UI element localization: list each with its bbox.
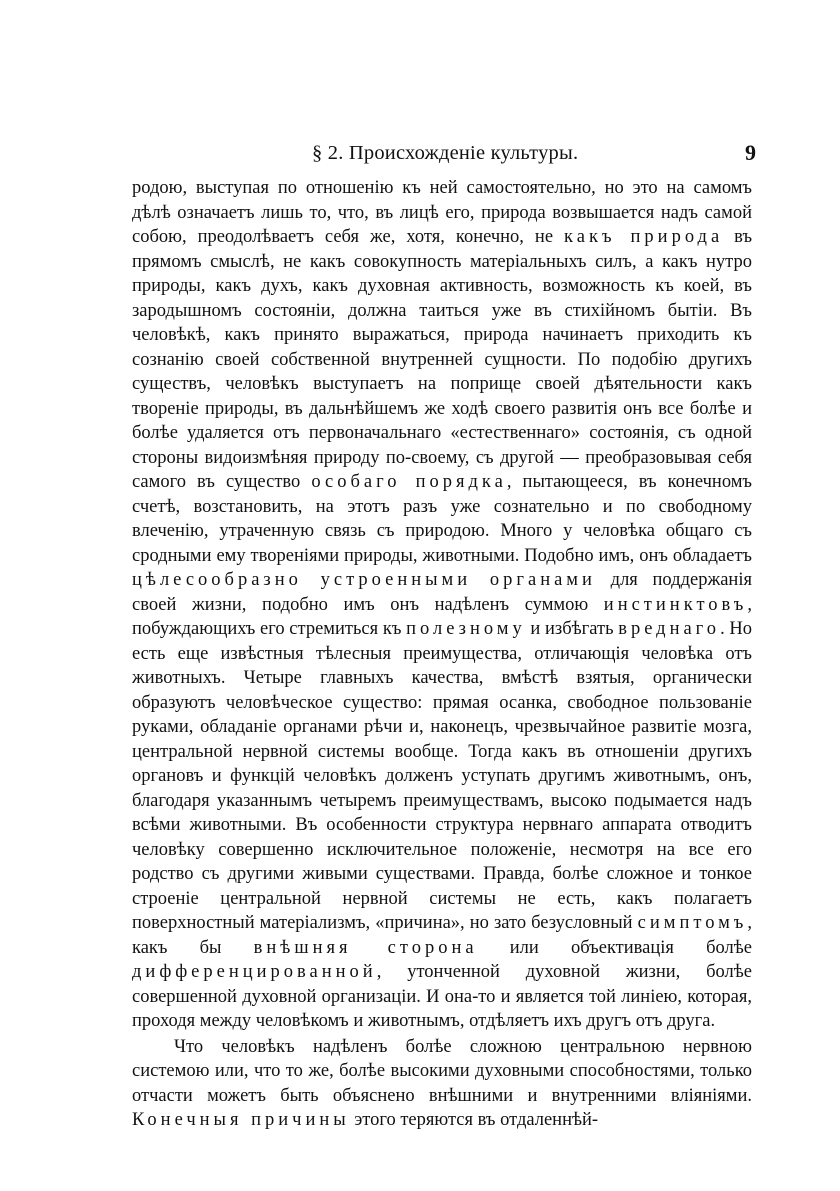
text-run: для поддержанія своей жизни, подобно имъ онъ надѣленъ суммою xyxy=(132,570,752,615)
text-run: Что человѣкъ надѣленъ болѣе сложною центральною нервною системою или, что то же, болѣе высокими духовными способностями, только отчасти можетъ быть объяснено внѣшними и внутренними вліяніями. xyxy=(132,1036,752,1106)
page-number: 9 xyxy=(745,140,756,165)
text-run: . Но есть еще извѣстныя тѣлесныя преимущества, отличающія человѣка отъ животныхъ. Четыре главныхъ качества, вмѣстѣ взятыя, органически образуютъ человѣческое существо: прямая осанка, свободное пользованіе руками, обладаніе органами рѣчи и, наконецъ, чрезвычайное развитіе мозга, центральной нервной системы вообще. Тогда какъ въ отношеніи другихъ органовъ и функцій человѣкъ долженъ уступать другимъ животнымъ, онъ, благодаря указаннымъ четыремъ преимуществамъ, высоко подымается надъ всѣми животными. Въ особенности структура нервнаго аппарата отводитъ человѣку совершенно исключительное положеніе, несмотря на все его родство съ другими живыми существами. Правда, болѣе сложное и тонкое строеніе центральной нервной системы не есть, какъ полагаетъ поверхностный матеріализмъ, «причина», но зато безусловный xyxy=(132,619,752,933)
text-run: родою, выступая по отношенію къ ней самостоятельно, но это на самомъ дѣлѣ означаетъ лишь то, что, въ лицѣ его, природа возвышается надъ самой собою, преодолѣваетъ себя же, хотя, конечно, не xyxy=(132,178,752,247)
spaced-emphasis: полезному xyxy=(406,619,526,639)
text-run: въ прямомъ смыслѣ, не какъ совокупность матеріальныхъ силъ, а какъ нутро природы, какъ духъ, какъ духовная активность, возможность къ коей, въ зародышномъ состояніи, должна таиться уже въ стихійномъ бытіи. Въ человѣкѣ, какъ принято выражаться, природа начинаетъ приходить къ сознанію своей собственной внутренней сущности. По подобію другихъ существъ, человѣкъ выступаетъ на поприще своей дѣятельности какъ твореніе природы, въ дальнѣйшемъ же ходѣ своего развитія онъ все болѣе и болѣе удаляется отъ первоначальнаго «естественнаго» состоянія, съ одной стороны видоизмѣняя природу по-своему, съ другой — преобразовывая себя самого въ существо xyxy=(132,227,753,492)
spaced-emphasis: какъ природа xyxy=(564,227,724,247)
body-text xyxy=(132,176,752,1133)
spaced-emphasis: внѣшняя сторона xyxy=(253,937,478,958)
spaced-emphasis: вреднаго xyxy=(618,619,721,639)
text-run: , пытающееся, въ конечномъ счетѣ, возстановить, на этотъ разъ уже сознательно и по свободному влеченію, утраченную связь съ природою. Много у человѣка общаго съ сродными ему твореніями природы, животными. Подобно имъ, онъ обладаетъ xyxy=(132,472,753,566)
running-title: § 2. Происхожденіе культуры. xyxy=(312,142,579,164)
spaced-emphasis: особаго порядка xyxy=(311,472,507,492)
text-run: , побуждающихъ его стремиться къ xyxy=(132,594,752,639)
text-run: , какъ бы xyxy=(132,913,752,958)
spaced-emphasis: цѣлесообразно устроенными органами xyxy=(132,570,596,590)
spaced-emphasis: инстинктовъ xyxy=(603,594,748,615)
text-run: и избѣгать xyxy=(525,619,619,639)
text-run: этого теряются въ отдаленнѣй- xyxy=(349,1110,599,1130)
paragraph-2 xyxy=(132,1035,752,1133)
paragraph-1 xyxy=(132,176,752,1034)
running-head xyxy=(130,140,760,166)
text-run: , утонченной духовной жизни, болѣе совершенной духовной организаціи. И она-то и является той линіею, которая, проходя между человѣкомъ и животнымъ, отдѣляетъ ихъ другъ отъ друга. xyxy=(132,962,752,1031)
spaced-emphasis: дифференцированной xyxy=(132,962,377,982)
text-run: или объективація болѣе xyxy=(477,937,752,958)
spaced-emphasis: Конечныя причины xyxy=(132,1110,350,1130)
spaced-emphasis: симптомъ xyxy=(637,913,748,933)
